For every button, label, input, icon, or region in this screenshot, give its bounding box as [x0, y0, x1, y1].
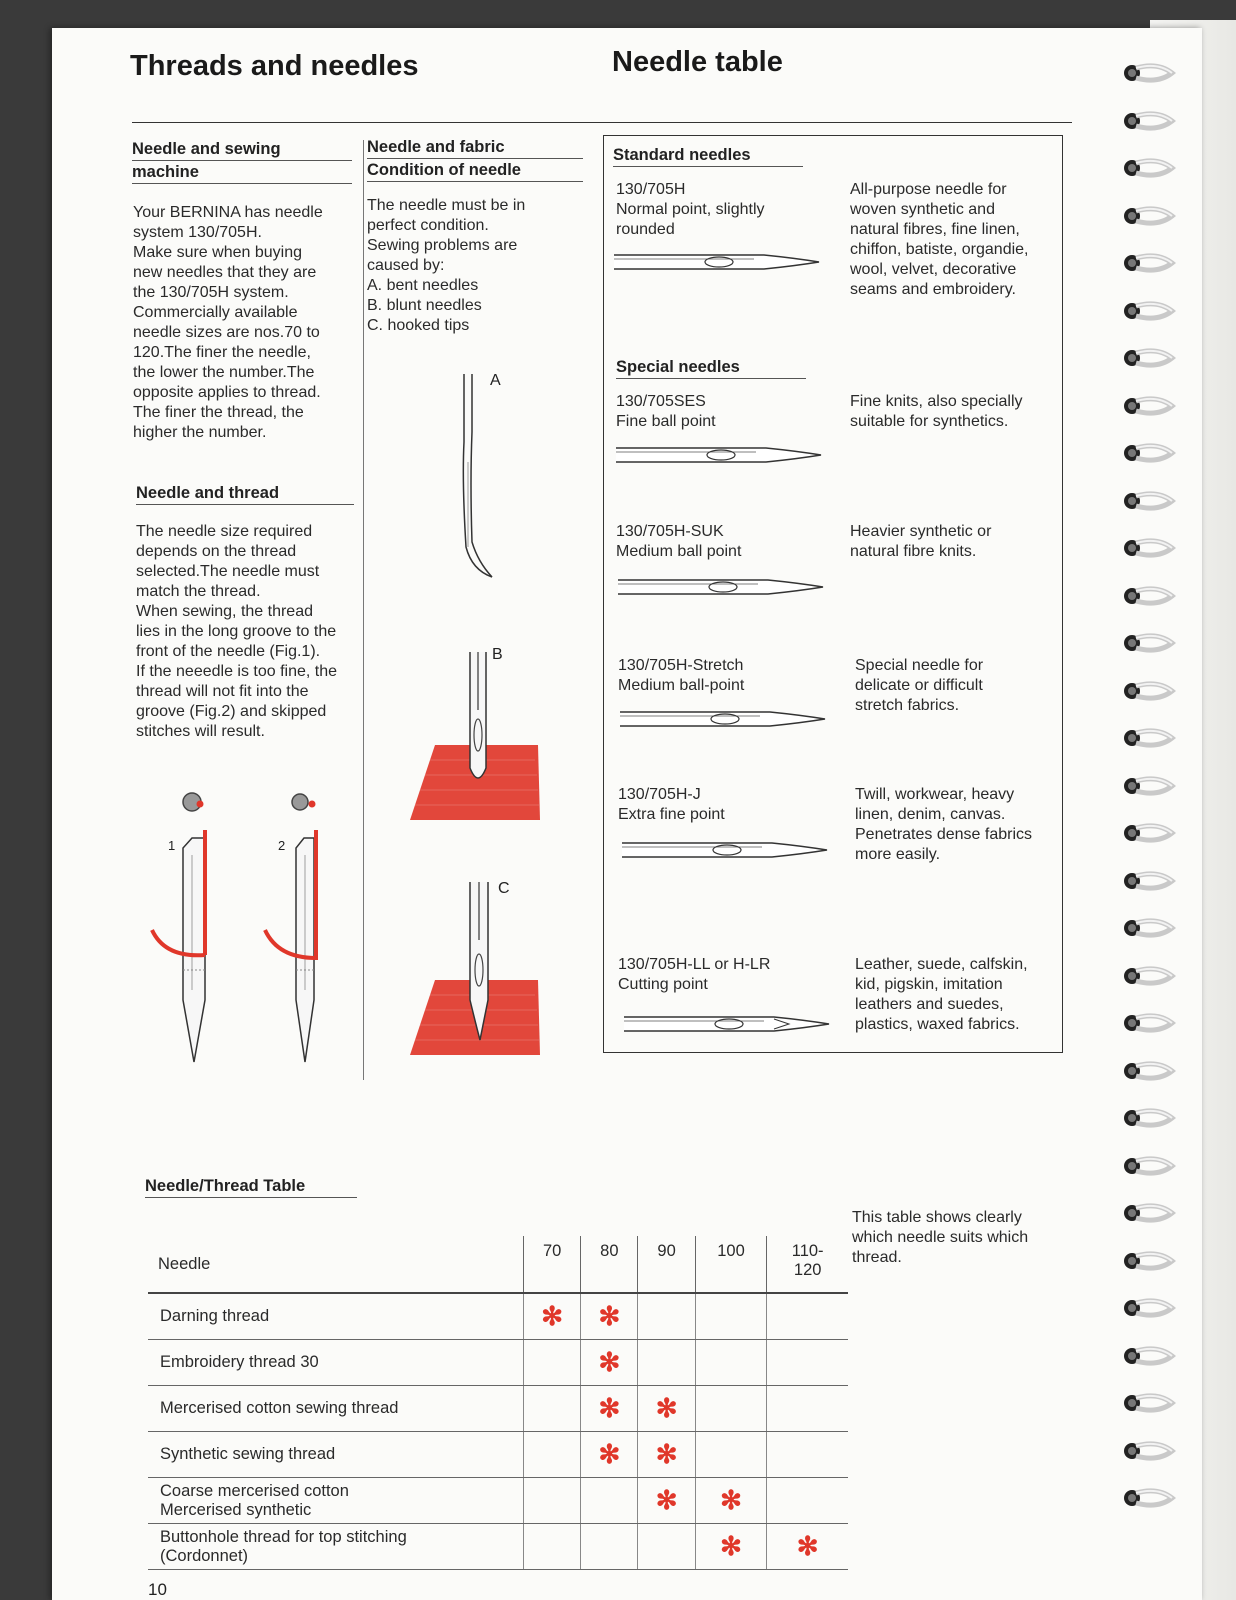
thread-name: Mercerised cotton sewing thread — [148, 1386, 524, 1432]
spiral-ring — [1122, 678, 1176, 704]
standard-needles-heading: Standard needles — [613, 144, 803, 167]
thread-name: Embroidery thread 30 — [148, 1340, 524, 1386]
size-cell — [638, 1340, 695, 1386]
spiral-ring — [1122, 108, 1176, 134]
size-cell — [524, 1340, 581, 1386]
heading-line: Condition of needle — [367, 161, 521, 179]
spiral-ring — [1122, 250, 1176, 276]
section-heading-needle-fabric — [367, 136, 583, 182]
spiral-ring — [1122, 1105, 1176, 1131]
size-cell — [581, 1478, 638, 1524]
paragraph-needle-thread: The needle size required depends on the thread selected.The needle must match the thread. When sewing, the thread lies in the long groove to the front of the needle (Fig.1). If the neeedle is too fine, the thread will not fit into the groove (Fig.2) and skipped stitches will result. — [136, 523, 338, 740]
spiral-ring — [1122, 1200, 1176, 1226]
needle-description: Twill, workwear, heavy linen, denim, canvas. Penetrates dense fabrics more easily. — [855, 786, 1032, 863]
asterisk-icon: ✻ — [598, 1301, 621, 1331]
asterisk-icon: ✻ — [796, 1531, 819, 1561]
size-cell — [581, 1524, 638, 1570]
header-size: 70 — [524, 1236, 581, 1293]
table-row — [148, 1386, 848, 1432]
label-c: C — [498, 880, 510, 897]
asterisk-icon: ✻ — [720, 1531, 742, 1561]
label-b: B — [492, 646, 503, 663]
size-cell — [767, 1478, 848, 1524]
page-number: 10 — [148, 1580, 167, 1599]
spiral-ring — [1122, 915, 1176, 941]
spiral-ring — [1122, 440, 1176, 466]
needle-thread-figure — [140, 780, 340, 1085]
heading-line: Needle and fabric — [367, 136, 583, 159]
needle-diagram — [620, 707, 835, 731]
spiral-ring — [1122, 535, 1176, 561]
thread-name: Buttonhole thread for top stitching (Cordonnet) — [148, 1524, 524, 1570]
spiral-ring — [1122, 1058, 1176, 1084]
heading-line: Needle and sewing — [132, 138, 352, 161]
size-cell — [767, 1340, 848, 1386]
needle-diagram — [614, 250, 829, 274]
size-cell — [767, 1524, 848, 1570]
needle-code: 130/705H-SUK Medium ball point — [616, 523, 742, 560]
spiral-ring — [1122, 1343, 1176, 1369]
size-cell — [695, 1478, 767, 1524]
size-cell — [524, 1478, 581, 1524]
spiral-ring — [1122, 820, 1176, 846]
size-cell — [638, 1432, 695, 1478]
size-cell — [695, 1340, 767, 1386]
bent-needle-figure — [450, 372, 510, 582]
needle-code: 130/705H-Stretch Medium ball-point — [618, 657, 745, 694]
spiral-ring — [1122, 583, 1176, 609]
needle-description: All-purpose needle for woven synthetic and natural fibres, fine linen, chiffon, batiste, organdie, wool, velvet, decorative seams and embroidery. — [850, 181, 1029, 298]
size-cell — [581, 1340, 638, 1386]
needle-1-shape — [183, 838, 205, 1062]
spiral-ring — [1122, 393, 1176, 419]
thread-dot-1 — [197, 801, 204, 808]
spiral-ring — [1122, 1010, 1176, 1036]
header-size: 100 — [695, 1236, 767, 1293]
column-divider — [363, 140, 364, 1080]
needle-description: Fine knits, also specially suitable for synthetics. — [850, 393, 1023, 430]
spiral-ring — [1122, 1438, 1176, 1464]
spiral-ring — [1122, 203, 1176, 229]
asterisk-icon: ✻ — [655, 1439, 678, 1469]
header-size: 80 — [581, 1236, 638, 1293]
needle-diagram — [616, 443, 831, 467]
spiral-ring — [1122, 1485, 1176, 1511]
section-heading-needle-machine — [132, 138, 352, 184]
asterisk-icon: ✻ — [598, 1393, 621, 1423]
spiral-ring — [1122, 630, 1176, 656]
fig-1-label: 1 — [168, 838, 176, 853]
size-cell — [524, 1524, 581, 1570]
needle-code: 130/705SES Fine ball point — [616, 393, 716, 430]
asterisk-icon: ✻ — [655, 1485, 678, 1515]
thread-name: Synthetic sewing thread — [148, 1432, 524, 1478]
size-cell — [638, 1478, 695, 1524]
section-heading-needle-thread: Needle and thread — [136, 482, 354, 505]
size-cell — [695, 1293, 767, 1340]
thread-name: Coarse mercerised cotton Mercerised synthetic — [148, 1478, 524, 1524]
thread-dot-2 — [309, 801, 316, 808]
spiral-ring — [1122, 488, 1176, 514]
header-size: 110- 120 — [767, 1236, 848, 1293]
needle-diagram — [622, 838, 837, 862]
spiral-ring — [1122, 60, 1176, 86]
size-cell — [767, 1432, 848, 1478]
blunt-needle-figure — [410, 650, 555, 830]
needle-code: 130/705H-J Extra fine point — [618, 786, 725, 823]
page-title-left: Threads and needles — [130, 50, 419, 82]
size-cell — [524, 1293, 581, 1340]
size-cell — [638, 1293, 695, 1340]
needle-diagram — [624, 1012, 839, 1036]
spiral-ring — [1122, 155, 1176, 181]
asterisk-icon: ✻ — [720, 1485, 742, 1515]
size-cell — [581, 1386, 638, 1432]
size-cell — [581, 1293, 638, 1340]
needle-description: Heavier synthetic or natural fibre knits. — [850, 523, 992, 560]
size-cell — [695, 1524, 767, 1570]
spiral-ring — [1122, 1390, 1176, 1416]
needle-description: Special needle for delicate or difficult stretch fabrics. — [855, 657, 984, 714]
table-row — [148, 1432, 848, 1478]
thread-table-note: This table shows clearly which needle suits which thread. — [852, 1209, 1029, 1266]
asterisk-icon: ✻ — [655, 1393, 678, 1423]
size-cell — [638, 1386, 695, 1432]
size-cell — [524, 1386, 581, 1432]
label-a: A — [490, 372, 501, 389]
asterisk-icon: ✻ — [541, 1301, 564, 1331]
spiral-ring — [1122, 298, 1176, 324]
spiral-ring — [1122, 1295, 1176, 1321]
paragraph-needle-condition: The needle must be in perfect condition. Sewing problems are caused by: A. bent needles B. blunt needles C. hooked tips — [367, 197, 526, 334]
table-row — [148, 1478, 848, 1524]
header-size: 90 — [638, 1236, 695, 1293]
paragraph-needle-system: Your BERNINA has needle system 130/705H. Make sure when buying new needles that they are the 130/705H system. Commercially available needle sizes are nos.70 to 120.The finer the needle, the lower the number.The opposite applies to thread. The finer the thread, the higher the number. — [133, 204, 323, 441]
needle-description: Leather, suede, calfskin, kid, pigskin, imitation leathers and suedes, plastics, waxed fabrics. — [855, 956, 1028, 1033]
spiral-ring — [1122, 868, 1176, 894]
heading-line: machine — [132, 163, 199, 181]
hooked-needle-figure — [410, 880, 555, 1060]
thread-name: Darning thread — [148, 1293, 524, 1340]
size-cell — [767, 1386, 848, 1432]
spiral-ring — [1122, 345, 1176, 371]
special-needles-heading: Special needles — [616, 356, 806, 379]
spiral-ring — [1122, 725, 1176, 751]
spiral-ring — [1122, 773, 1176, 799]
title-rule — [132, 122, 1072, 123]
table-row — [148, 1293, 848, 1340]
size-cell — [767, 1293, 848, 1340]
spiral-ring — [1122, 1248, 1176, 1274]
needle-thread-table — [148, 1236, 848, 1570]
size-cell — [638, 1524, 695, 1570]
asterisk-icon: ✻ — [598, 1347, 621, 1377]
size-cell — [524, 1432, 581, 1478]
fig-2-label: 2 — [278, 838, 286, 853]
header-needle: Needle — [148, 1236, 524, 1293]
table-row — [148, 1340, 848, 1386]
needle-code: 130/705H Normal point, slightly rounded — [616, 181, 765, 238]
table-header-row — [148, 1236, 848, 1293]
needle-cross-section-2 — [292, 794, 308, 810]
asterisk-icon: ✻ — [598, 1439, 621, 1469]
spiral-ring — [1122, 1153, 1176, 1179]
table-row — [148, 1524, 848, 1570]
page-title-right: Needle table — [612, 46, 783, 78]
size-cell — [695, 1432, 767, 1478]
needle-code: 130/705H-LL or H-LR Cutting point — [618, 956, 771, 993]
size-cell — [695, 1386, 767, 1432]
table-body — [148, 1293, 848, 1570]
thread-table-heading: Needle/Thread Table — [145, 1175, 357, 1198]
spiral-ring — [1122, 963, 1176, 989]
size-cell — [581, 1432, 638, 1478]
needle-diagram — [618, 575, 833, 599]
